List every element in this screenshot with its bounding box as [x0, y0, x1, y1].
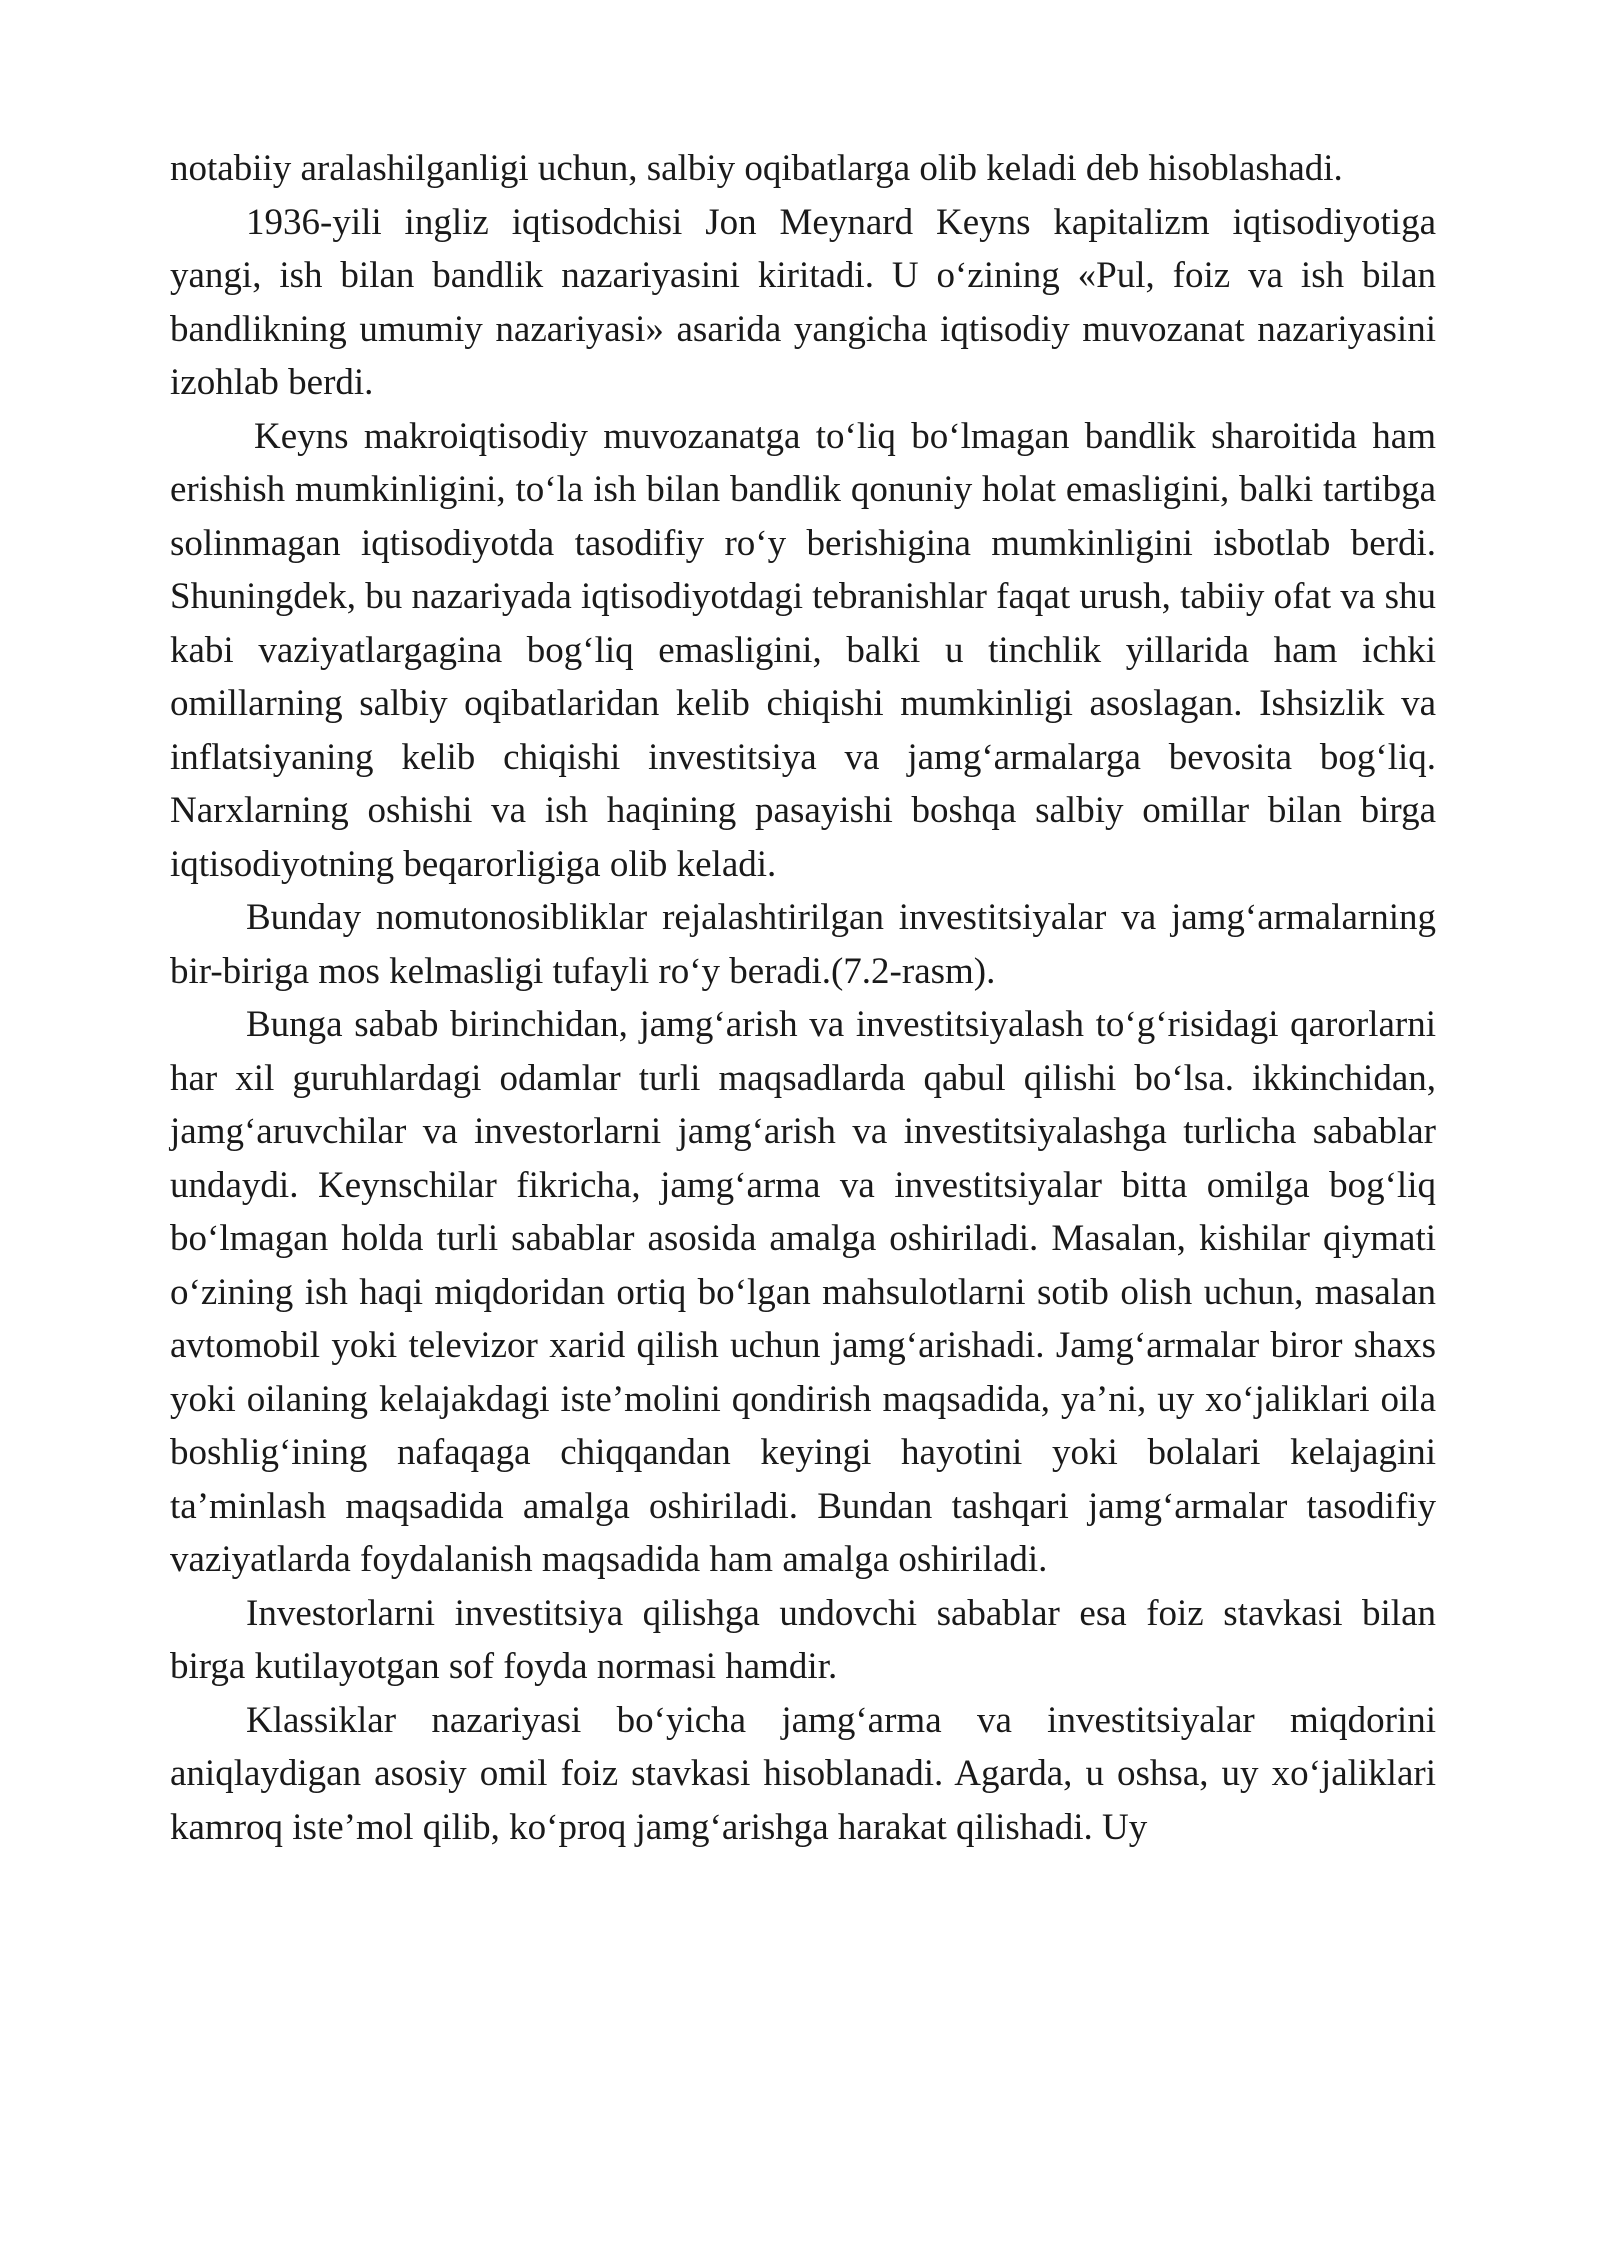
paragraph-imbalances: Bunday nomutonosibliklar rejalashtirilgan investitsiyalar va jamg‘armalarning bir-biriga mos kelmasligi tufayli ro‘y beradi.(7.2-rasm). [170, 897, 1436, 992]
paragraph-classics: Klassiklar nazariyasi bo‘yicha jamg‘arma va investitsiyalar miqdorini aniqlaydigan asosiy omil foiz stavkasi hisoblanadi. Agarda, u oshsa, uy xo‘jaliklari kamroq iste’mol qilib, ko‘proq jamg‘arishga harakat qilishadi. Uy [170, 1699, 1436, 1848]
document-page [170, 142, 1436, 1854]
paragraph-keyns-intro: 1936-yili ingliz iqtisodchisi Jon Meynard Keyns kapitalizm iqtisodiyotiga yangi, ish bilan bandlik nazariyasini kiritadi. U o‘zining «Pul, foiz va ish bilan bandlikning umumiy nazariyasi» asarida yangicha iqtisodiy muvozanat nazariyasini izohlab berdi. [170, 201, 1436, 403]
paragraph-reasons: Bunga sabab birinchidan, jamg‘arish va investitsiyalash to‘g‘risidagi qarorlarni har xil guruhlardagi odamlar turli maqsadlarda qabul qilishi bo‘lsa. ikkinchidan, jamg‘aruvchilar va investorlarni jamg‘arish va investitsiyalashga turlicha sabablar undaydi. Keynschilar fikricha, jamg‘arma va investitsiyalar bitta omilga bog‘liq bo‘lmagan holda turli sabablar asosida amalga oshiriladi. Masalan, kishilar qiymati o‘zining ish haqi miqdoridan ortiq bo‘lgan mahsulotlarni sotib olish uchun, masalan avtomobil yoki televizor xarid qilish uchun jamg‘arishadi. Jamg‘armalar biror shaxs yoki oilaning kelajakdagi iste’molini qondirish maqsadida, ya’ni, uy xo‘jaliklari oila boshlig‘ining nafaqaga chiqqandan keyingi hayotini yoki bolalari kelajagini ta’minlash maqsadida amalga oshiriladi. Bundan tashqari jamg‘armalar tasodifiy vaziyatlarda foydalanish maqsadida ham amalga oshiriladi. [170, 1004, 1436, 1580]
paragraph-keyns-theory: Keyns makroiqtisodiy muvozanatga to‘liq bo‘lmagan bandlik sharoitida ham erishish mumkinligini, to‘la ish bilan bandlik qonuniy holat emasligini, balki tartibga solinmagan iqtisodiyotda tasodifiy ro‘y berishigina mumkinligini isbotlab berdi. Shuningdek, bu nazariyada iqtisodiyotdagi tebranishlar faqat urush, tabiiy ofat va shu kabi vaziyatlargagina bog‘liq emasligini, balki u tinchlik yillarida ham ichki omillarning salbiy oqibatlaridan kelib chiqishi mumkinligi asoslagan. Ishsizlik va inflatsiyaning kelib chiqishi investitsiya va jamg‘armalarga bevosita bog‘liq. Narxlarning oshishi va ish haqining pasayishi boshqa salbiy omillar bilan birga iqtisodiyotning beqarorligiga olib keladi. [170, 415, 1436, 885]
paragraph-continuation: notabiiy aralashilganligi uchun, salbiy oqibatlarga olib keladi deb hisoblashadi. [170, 148, 1343, 189]
paragraph-investors: Investorlarni investitsiya qilishga undovchi sabablar esa foiz stavkasi bilan birga kutilayotgan sof foyda normasi hamdir. [170, 1592, 1436, 1687]
